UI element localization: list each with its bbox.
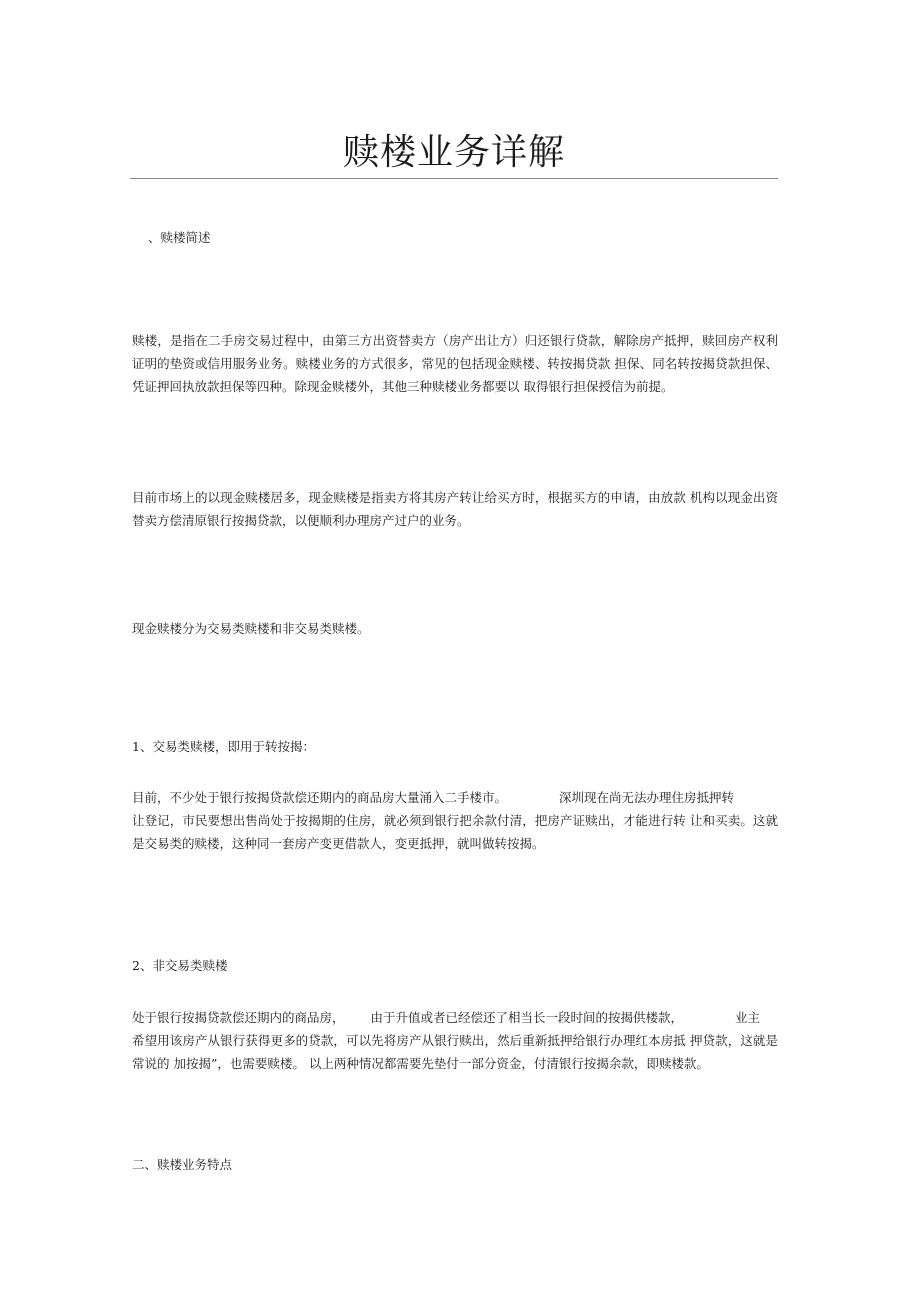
text-segment: 目前，不少处于银行按揭贷款偿还期内的商品房大量涌入二手楼市。 [132, 790, 508, 805]
title-underline [130, 178, 778, 179]
paragraph-transaction-redemption [132, 786, 778, 855]
paragraph-market: 目前市场上的以现金赎楼居多，现金赎楼是指卖方将其房产转让给买方时，根据买方的申请，由放款 机构以现金出资替卖方偿清原银行按揭贷款，以便顺利办理房产过户的业务。 [132, 490, 778, 528]
subheading-non-transaction-redemption: 2、非交易类赎楼 [132, 958, 228, 973]
page-title: 赎楼业务详解 [342, 132, 565, 173]
paragraph-line [132, 1006, 778, 1029]
paragraph-classification: 现金赎楼分为交易类赎楼和非交易类赎楼。 [132, 621, 370, 636]
section-heading-features: 二、赎楼业务特点 [132, 1157, 233, 1172]
text-segment: 由于升值或者已经偿还了相当长一段时间的按揭供楼款， [370, 1010, 684, 1025]
text-segment: 深圳现在尚无法办理住房抵押转 [559, 790, 735, 805]
paragraph-definition: 赎楼，是指在二手房交易过程中，由第三方出资替卖方（房产出让方）归还银行贷款，解除房产抵押，赎回房产权利证明的垫资或信用服务业务。赎楼业务的方式很多，常见的包括现金赎楼、转按揭贷款 担保、同名转按揭贷款担保、凭证押回执放款担保等四种。除现金赎楼外，其他三种赎楼业务都要以 取得银行担保授信为前提。 [132, 333, 778, 394]
text-segment: 业主 [735, 1010, 761, 1025]
paragraph-non-transaction-redemption [132, 1006, 778, 1075]
text-segment: 处于银行按揭贷款偿还期内的商品房， [132, 1010, 345, 1025]
subheading-transaction-redemption: 1、交易类赎楼，即用于转按揭： [132, 739, 315, 754]
paragraph-body: 让登记，市民要想出售尚处于按揭期的住房，就必须到银行把余款付清，把房产证赎出，才能进行转 让和买卖。这就是交易类的赎楼，这种同一套房产变更借款人，变更抵押，就叫做转按揭。 [132, 813, 778, 851]
paragraph-line [132, 786, 778, 809]
paragraph-body: 希望用该房产从银行获得更多的贷款，可以先将房产从银行赎出，然后重新抵押给银行办理红本房抵 押贷款，这就是常说的 加按揭”，也需要赎楼。 以上两种情况都需要先垫付一部分资金，付清银行按揭余款，即赎楼款。 [132, 1033, 778, 1071]
section-heading-overview: 、赎楼简述 [148, 230, 211, 245]
